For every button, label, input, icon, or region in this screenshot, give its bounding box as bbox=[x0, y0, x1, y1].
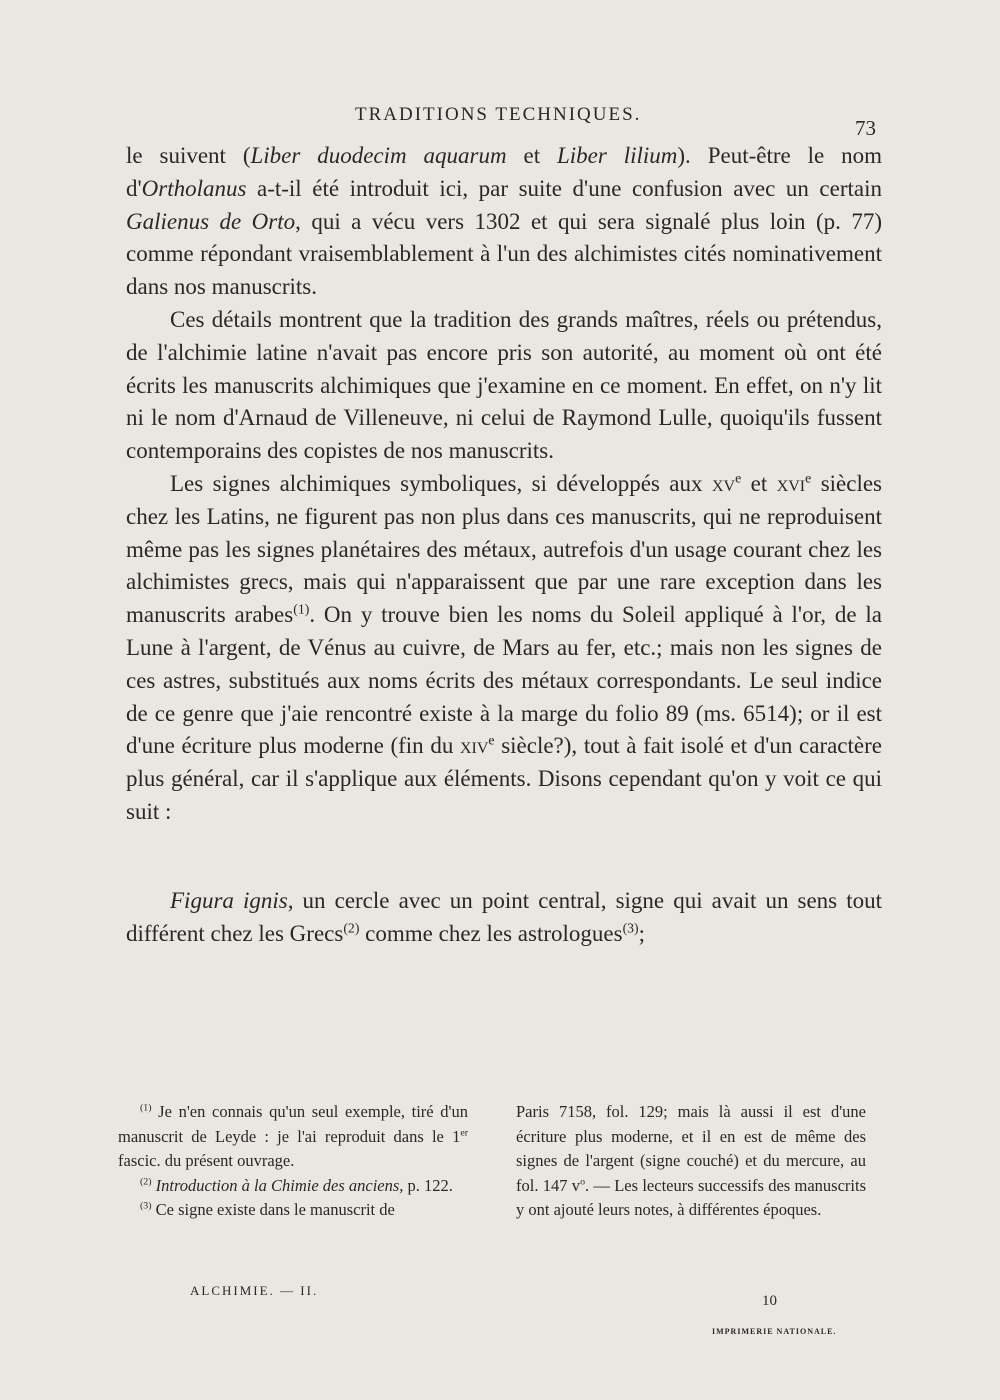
paragraph-2: Ces détails montrent que la tradition des grands maîtres, réels ou prétendus, de l'alchimie latine n'avait pas encore pris son autorité, au moment où ont été écrits les manuscrits alchimiques que j'examine en ce moment. En effet, on n'y lit ni le nom d'Arnaud de Villeneuve, ni celui de Raymond Lulle, quoiqu'ils fussent contemporains des copistes de nos manuscrits. bbox=[126, 306, 882, 464]
text-run: siècle?), tout à fait isolé et d'un caractère plus général, car il s'applique aux éléments. Disons cependant qu'on y voit ce qui suit : bbox=[126, 733, 882, 824]
footnote-text: . — Les lecteurs successifs des manuscrits y ont ajouté leurs notes, à différentes époques. bbox=[516, 1175, 866, 1220]
footnote-mark: (1) bbox=[140, 1102, 152, 1114]
superscript: o bbox=[580, 1176, 585, 1188]
footnote-3 bbox=[118, 1198, 468, 1223]
italic-name: Ortholanus bbox=[141, 175, 247, 201]
footnote-text: p. 122. bbox=[403, 1175, 453, 1195]
century-numeral: xvi bbox=[776, 470, 806, 496]
paragraph-1 bbox=[126, 140, 882, 304]
text-run: , qui a vécu vers 1302 et qui sera signalé plus loin (p. 77) comme répondant vraisemblablement à l'un des alchimistes cités nominativement dans nos manuscrits. bbox=[126, 208, 882, 300]
superscript: e bbox=[488, 732, 495, 748]
footnote-2 bbox=[118, 1174, 468, 1199]
footnote-ref-1: (1) bbox=[293, 601, 310, 617]
page-number: 73 bbox=[855, 116, 876, 140]
text-run: siècles chez les Latins, ne figurent pas non plus dans ces manuscrits, qui ne reproduisent même pas les signes planétaires des métaux, autrefois d'un usage courant chez les alchimistes grecs, mais qui n'apparaissent que par une rare exception dans les manuscrits arabes bbox=[126, 470, 882, 628]
footnote-text: fascic. du présent ouvrage. bbox=[118, 1151, 295, 1171]
main-text bbox=[126, 140, 882, 950]
text-run: a-t-il été introduit ici, par suite d'une confusion avec un certain bbox=[246, 175, 882, 201]
footnote-3-continued bbox=[516, 1100, 866, 1223]
footnotes-left-column bbox=[118, 1100, 468, 1223]
footnote-text: Ce signe existe dans le manuscrit de bbox=[151, 1200, 395, 1220]
text-run: et bbox=[506, 143, 557, 168]
footnote-mark: (3) bbox=[140, 1200, 152, 1212]
footnote-text: Paris 7158, fol. 129; mais là aussi il est d'une écriture plus moderne, et il en est de même des signes de l'argent (signe couché) et du mercure, au fol. 147 v bbox=[516, 1102, 866, 1195]
running-title: TRADITIONS TECHNIQUES. bbox=[355, 104, 642, 125]
italic-term: Figura ignis bbox=[170, 887, 288, 913]
century-numeral: xiv bbox=[459, 733, 489, 759]
footnotes-right-column bbox=[516, 1100, 866, 1223]
text-run: ). Peut-être le nom d' bbox=[126, 143, 882, 201]
footnote-ref-3: (3) bbox=[622, 919, 639, 935]
text-run: le suivent ( bbox=[126, 143, 251, 168]
superscript: er bbox=[460, 1127, 468, 1139]
text-run: , un cercle avec un point central, signe qui avait un sens tout différent chez les Grecs bbox=[126, 887, 882, 946]
italic-title: Liber duodecim aquarum bbox=[250, 143, 507, 168]
footnote-mark: (2) bbox=[140, 1176, 152, 1188]
footnote-title: Introduction à la Chimie des anciens, bbox=[151, 1175, 404, 1195]
superscript: e bbox=[805, 470, 812, 486]
italic-title: Liber lilium bbox=[556, 143, 678, 168]
footnote-ref-2: (2) bbox=[343, 919, 360, 935]
text-run: et bbox=[741, 470, 777, 496]
printer-imprint: IMPRIMERIE NATIONALE. bbox=[712, 1327, 837, 1336]
century-numeral: xv bbox=[711, 470, 736, 496]
sheet-number: 10 bbox=[762, 1293, 777, 1309]
footnotes bbox=[118, 1100, 866, 1223]
paragraph-3 bbox=[126, 468, 882, 829]
text-run: Les signes alchimiques symboliques, si développés aux bbox=[170, 470, 712, 496]
footnote-text: Je n'en connais qu'un seul exemple, tiré d'un manuscrit de Leyde : je l'ai reproduit dans le 1 bbox=[118, 1102, 468, 1146]
text-run: ; bbox=[638, 920, 646, 946]
paragraph-4 bbox=[126, 885, 882, 951]
signature-mark: ALCHIMIE. — II. bbox=[190, 1283, 319, 1298]
footnote-1 bbox=[118, 1100, 468, 1174]
italic-name: Galienus de Orto bbox=[126, 208, 296, 234]
superscript: e bbox=[735, 470, 742, 486]
text-run: . On y trouve bien les noms du Soleil appliqué à l'or, de la Lune à l'argent, de Vénus au cuivre, de Mars au fer, etc.; mais non les signes de ces astres, substitués aux noms écrits des métaux correspondants. Le seul indice de ce genre que j'aie rencontré existe à la marge du folio 89 (ms. 6514); or il est d'une écriture plus moderne (fin du bbox=[126, 602, 883, 759]
text-run: comme chez les astrologues bbox=[359, 920, 623, 946]
